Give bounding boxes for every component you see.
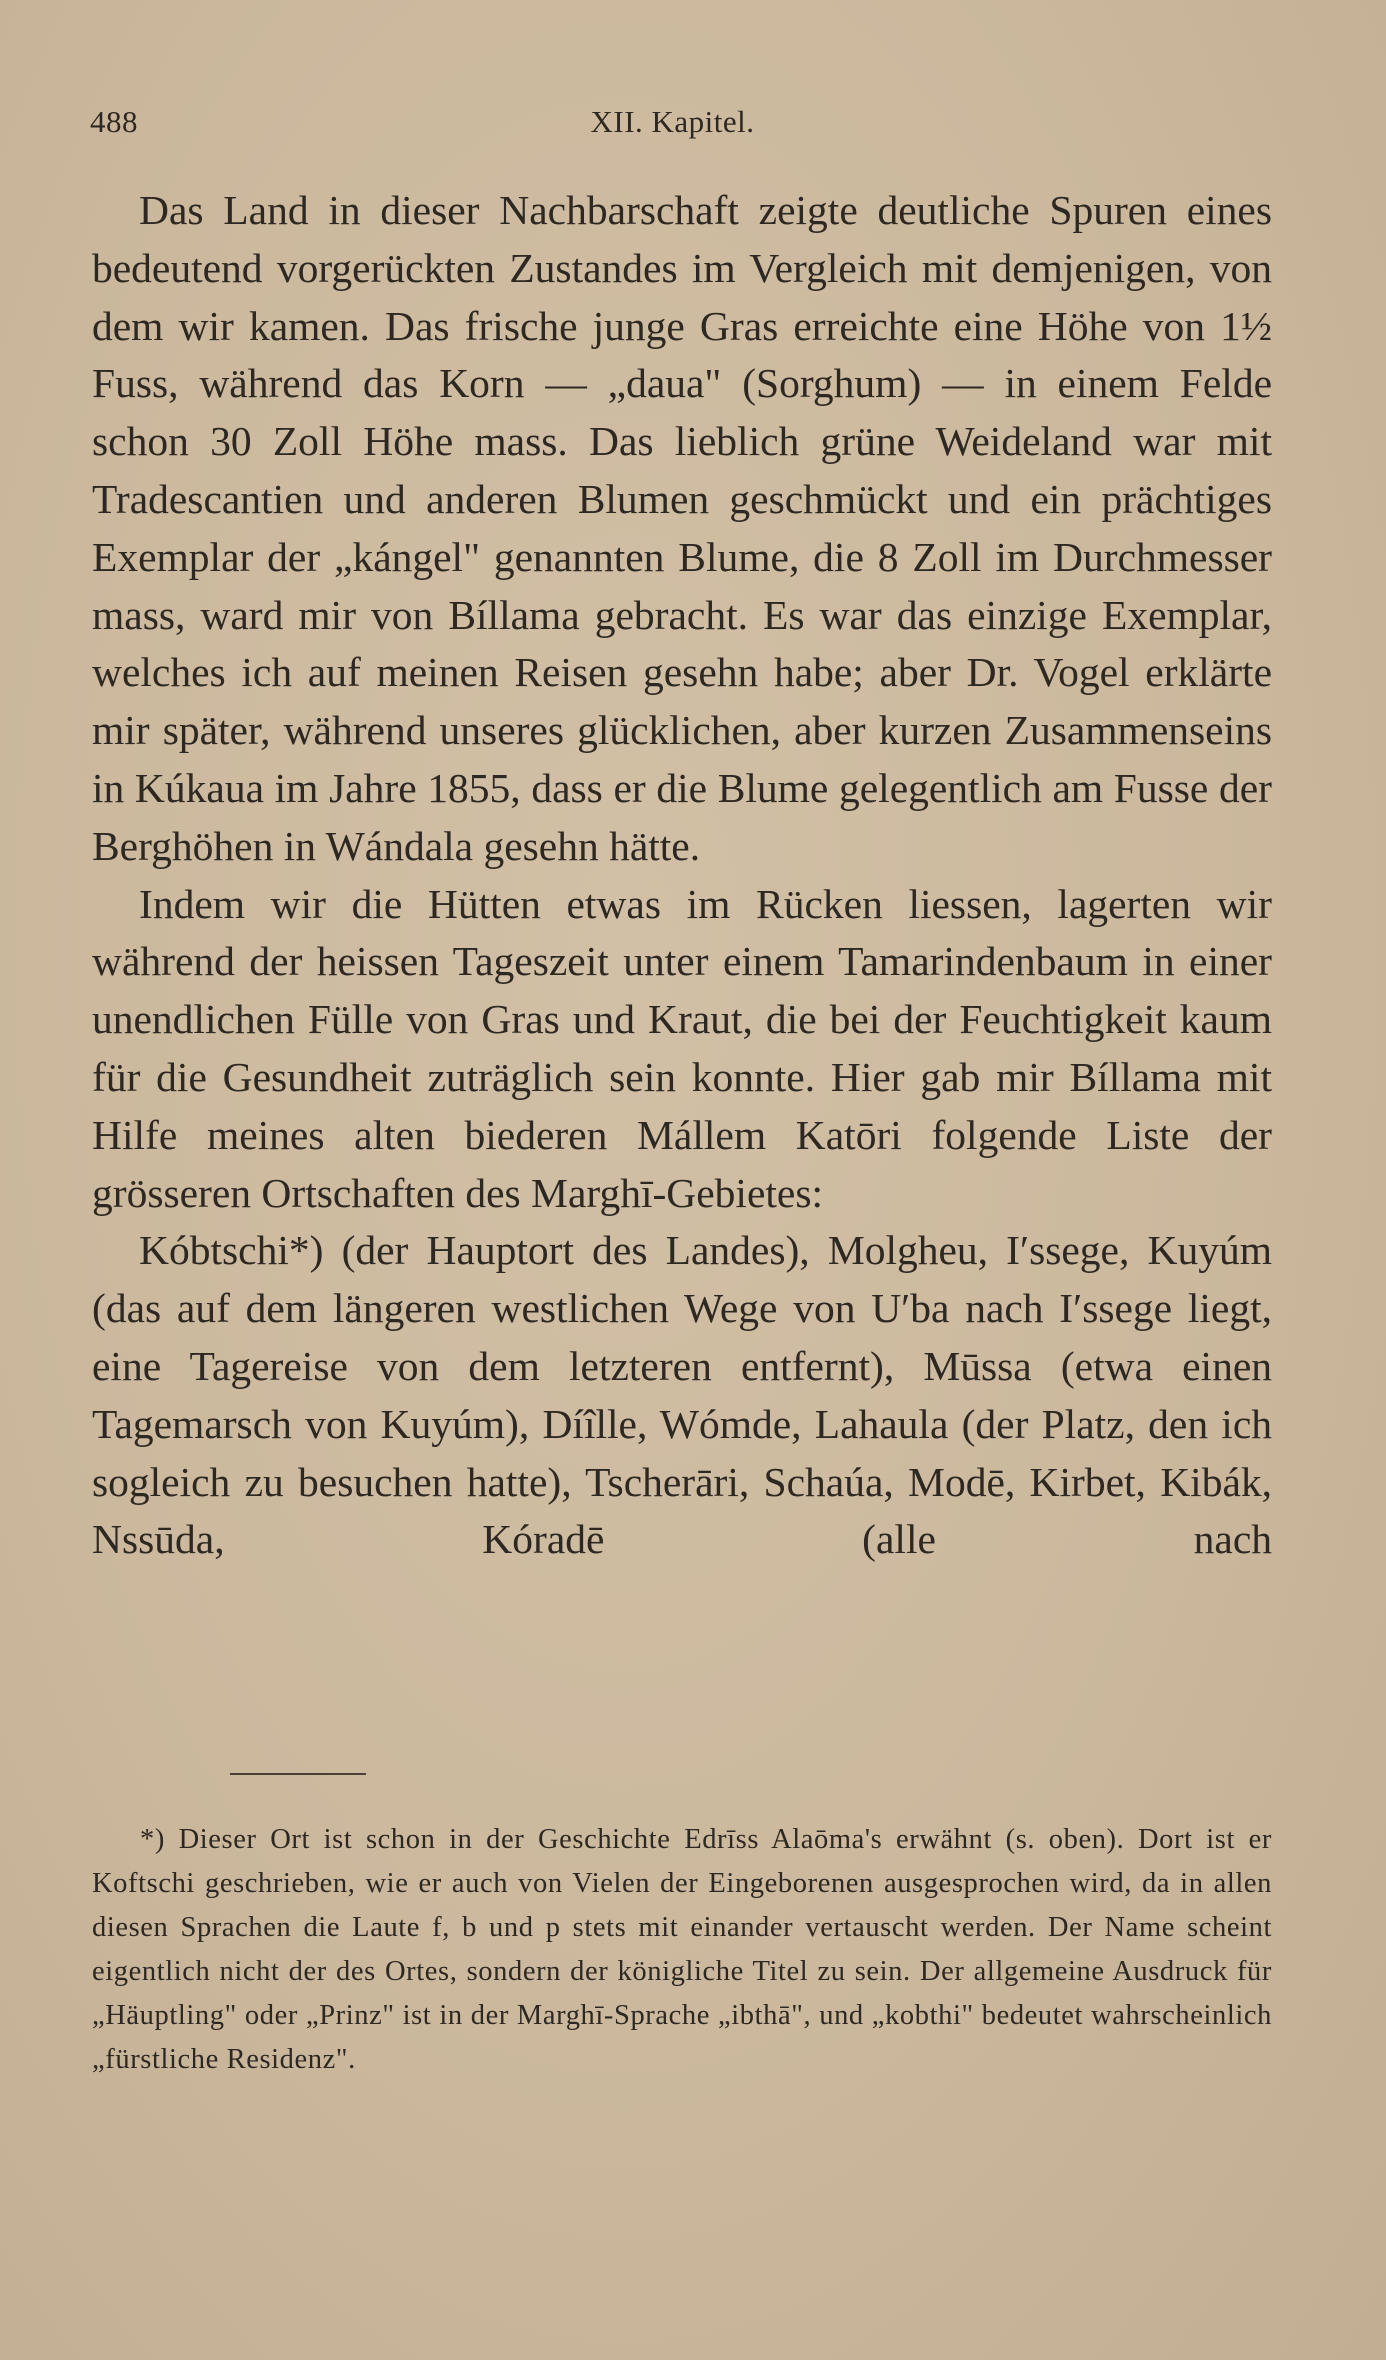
paragraph-1: Das Land in dieser Nachbarschaft zeigte deutliche Spuren eines bedeutend vorgerückten Zustandes im Vergleich mit demjenigen, von dem wir kamen. Das frische junge Gras erreichte eine Höhe von 1½ Fuss, während das Korn — „daua" (Sorghum) — in einem Felde schon 30 Zoll Höhe mass. Das lieblich grüne Weideland war mit Tradescantien und anderen Blumen geschmückt und ein prächtiges Exemplar der „kángel" genannten Blume, die 8 Zoll im Durchmesser mass, ward mir von Bíllama gebracht. Es war das einzige Exemplar, welches ich auf meinen Reisen gesehn habe; aber Dr. Vogel erklärte mir später, während unseres glücklichen, aber kurzen Zusammenseins in Kúkaua im Jahre 1855, dass er die Blume gelegentlich am Fusse der Berghöhen in Wándala gesehn hätte. — [92, 187, 1272, 869]
footnote-divider — [230, 1773, 366, 1775]
footnote: *) Dieser Ort ist schon in der Geschichte Edrīss Alaōma's erwähnt (s. oben). Dort ist er Koftschi geschrieben, wie er auch von Vielen der Eingeborenen ausgesprochen wird, da in allen diesen Sprachen die Laute f, b und p stets mit einander vertauscht werden. Der Name scheint eigentlich nicht der des Ortes, sondern der königliche Titel zu sein. Der allgemeine Ausdruck für „Häuptling" oder „Prinz" ist in der Marghī-Sprache „ibthā", und „kobthi" bedeutet wahrscheinlich „fürstliche Residenz". — [92, 1824, 1272, 2075]
paragraph-3: Kóbtschi*) (der Hauptort des Landes), Molgheu, I′ssege, Kuyúm (das auf dem längeren westlichen Wege von U′ba nach I′ssege liegt, eine Tagereise von dem letzteren entfernt), Mūssa (etwa einen Tagemarsch von Kuyúm), Díîlle, Wómde, Lahaula (der Platz, den ich sogleich zu besuchen hatte), Tscherāri, Schaúa, Modē, Kirbet, Kibák, Nssūda, Kóradē (alle nach — [92, 1227, 1272, 1563]
paragraph-2: Indem wir die Hütten etwas im Rücken liessen, lagerten wir während der heissen Tageszeit unter einem Tamarindenbaum in einer unendlichen Fülle von Gras und Kraut, die bei der Feuchtigkeit kaum für die Gesundheit zuträglich sein konnte. Hier gab mir Bíllama mit Hilfe meines alten biederen Mállem Katōri folgende Liste der grösseren Ortschaften des Marghī-Gebietes: — [92, 880, 1272, 1216]
chapter-title: XII. Kapitel. — [590, 104, 755, 139]
page-header — [90, 104, 1275, 148]
main-text — [92, 182, 1272, 1569]
page-number: 488 — [90, 104, 138, 139]
